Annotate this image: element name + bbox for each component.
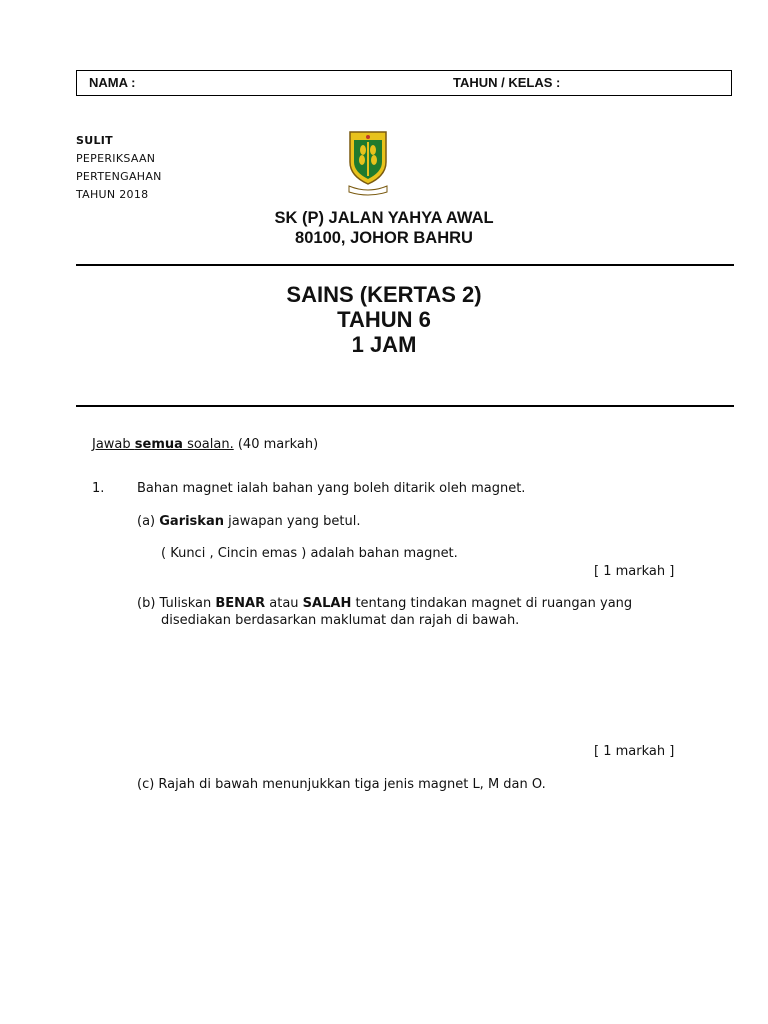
school-address: 80100, JOHOR BAHRU — [295, 229, 473, 247]
question-a-statement: ( Kunci , Cincin emas ) adalah bahan magnet. — [161, 546, 458, 561]
question-b-benar: BENAR — [215, 596, 266, 611]
school-name: SK (P) JALAN YAHYA AWAL — [274, 209, 494, 227]
tahun-kelas-label: TAHUN / KELAS : — [453, 75, 561, 90]
question-b — [137, 596, 632, 611]
nama-label: NAMA : — [89, 75, 136, 90]
exam-duration: 1 JAM — [351, 332, 417, 357]
exam-info-block — [76, 132, 162, 204]
instruction-marks: (40 markah) — [233, 437, 319, 452]
question-a-marks: [ 1 markah ] — [594, 564, 675, 579]
exam-type-line2: PERTENGAHAN — [76, 170, 162, 183]
exam-year: TAHUN 2018 — [76, 188, 149, 201]
exam-subject: SAINS (KERTAS 2) — [286, 282, 482, 307]
exam-year-level: TAHUN 6 — [337, 307, 431, 332]
question-c: (c) Rajah di bawah menunjukkan tiga jenis magnet L, M dan O. — [137, 777, 546, 792]
question-a — [137, 514, 361, 529]
question-a-label: (a) — [137, 514, 160, 529]
instruction — [92, 437, 318, 452]
divider-top — [76, 264, 734, 266]
question-b-rest: tentang tindakan magnet di ruangan yang — [351, 596, 633, 611]
question-number: 1. — [92, 481, 105, 496]
question-b-line2: disediakan berdasarkan maklumat dan rajah di bawah. — [161, 613, 520, 628]
question-a-bold: Gariskan — [159, 514, 224, 529]
question-text: Bahan magnet ialah bahan yang boleh ditarik oleh magnet. — [137, 481, 526, 496]
school-crest-icon — [346, 128, 390, 198]
student-info-box — [76, 70, 732, 96]
divider-bottom — [76, 405, 734, 407]
question-a-rest: jawapan yang betul. — [223, 514, 361, 529]
sulit-label: SULIT — [76, 134, 113, 147]
question-b-marks: [ 1 markah ] — [594, 744, 675, 759]
question-b-salah: SALAH — [302, 596, 352, 611]
question-b-label: (b) Tuliskan — [137, 596, 216, 611]
instruction-prefix: Jawab — [92, 437, 135, 452]
question-b-mid: atau — [265, 596, 303, 611]
exam-type-line1: PEPERIKSAAN — [76, 152, 156, 165]
instruction-emphasis: semua — [134, 437, 183, 452]
instruction-suffix: soalan. — [182, 437, 234, 452]
